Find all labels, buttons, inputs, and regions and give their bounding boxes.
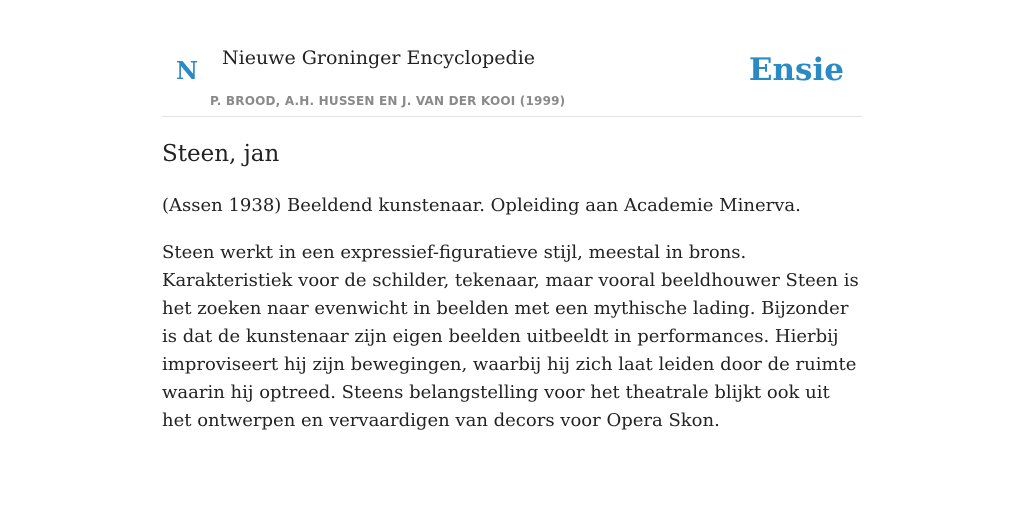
book-authors: P. BROOD, A.H. HUSSEN EN J. VAN DER KOOI (1999): [210, 94, 566, 108]
header: [162, 40, 862, 117]
entry-title: Steen, jan: [162, 141, 280, 167]
entry-paragraph-intro: (Assen 1938) Beeldend kunstenaar. Opleiding aan Academie Minerva.: [162, 195, 801, 216]
entry-body: [162, 192, 862, 454]
entry-paragraph-main: Steen werkt in een expressief-figuratieve stijl, meestal in brons. Karakteristiek voor de schilder, tekenaar, maar vooral beeldhouwer Steen is het zoeken naar evenwicht in beelden met een mythische lading. Bijzonder is dat de kunstenaar zijn eigen beelden uitbeeldt in performances. Hierbij improviseert hij zijn bewegingen, waarbij hij zich laat leiden door de ruimte waarin hij optreed. Steens belangstelling voor het theatrale blijkt ook uit het ontwerpen en vervaardigen van decors voor Opera Skon.: [162, 242, 859, 431]
book-logo[interactable]: N: [176, 56, 198, 85]
book-title[interactable]: Nieuwe Groninger Encyclopedie: [222, 47, 536, 69]
ensie-logo-link[interactable]: Ensie: [748, 52, 844, 88]
